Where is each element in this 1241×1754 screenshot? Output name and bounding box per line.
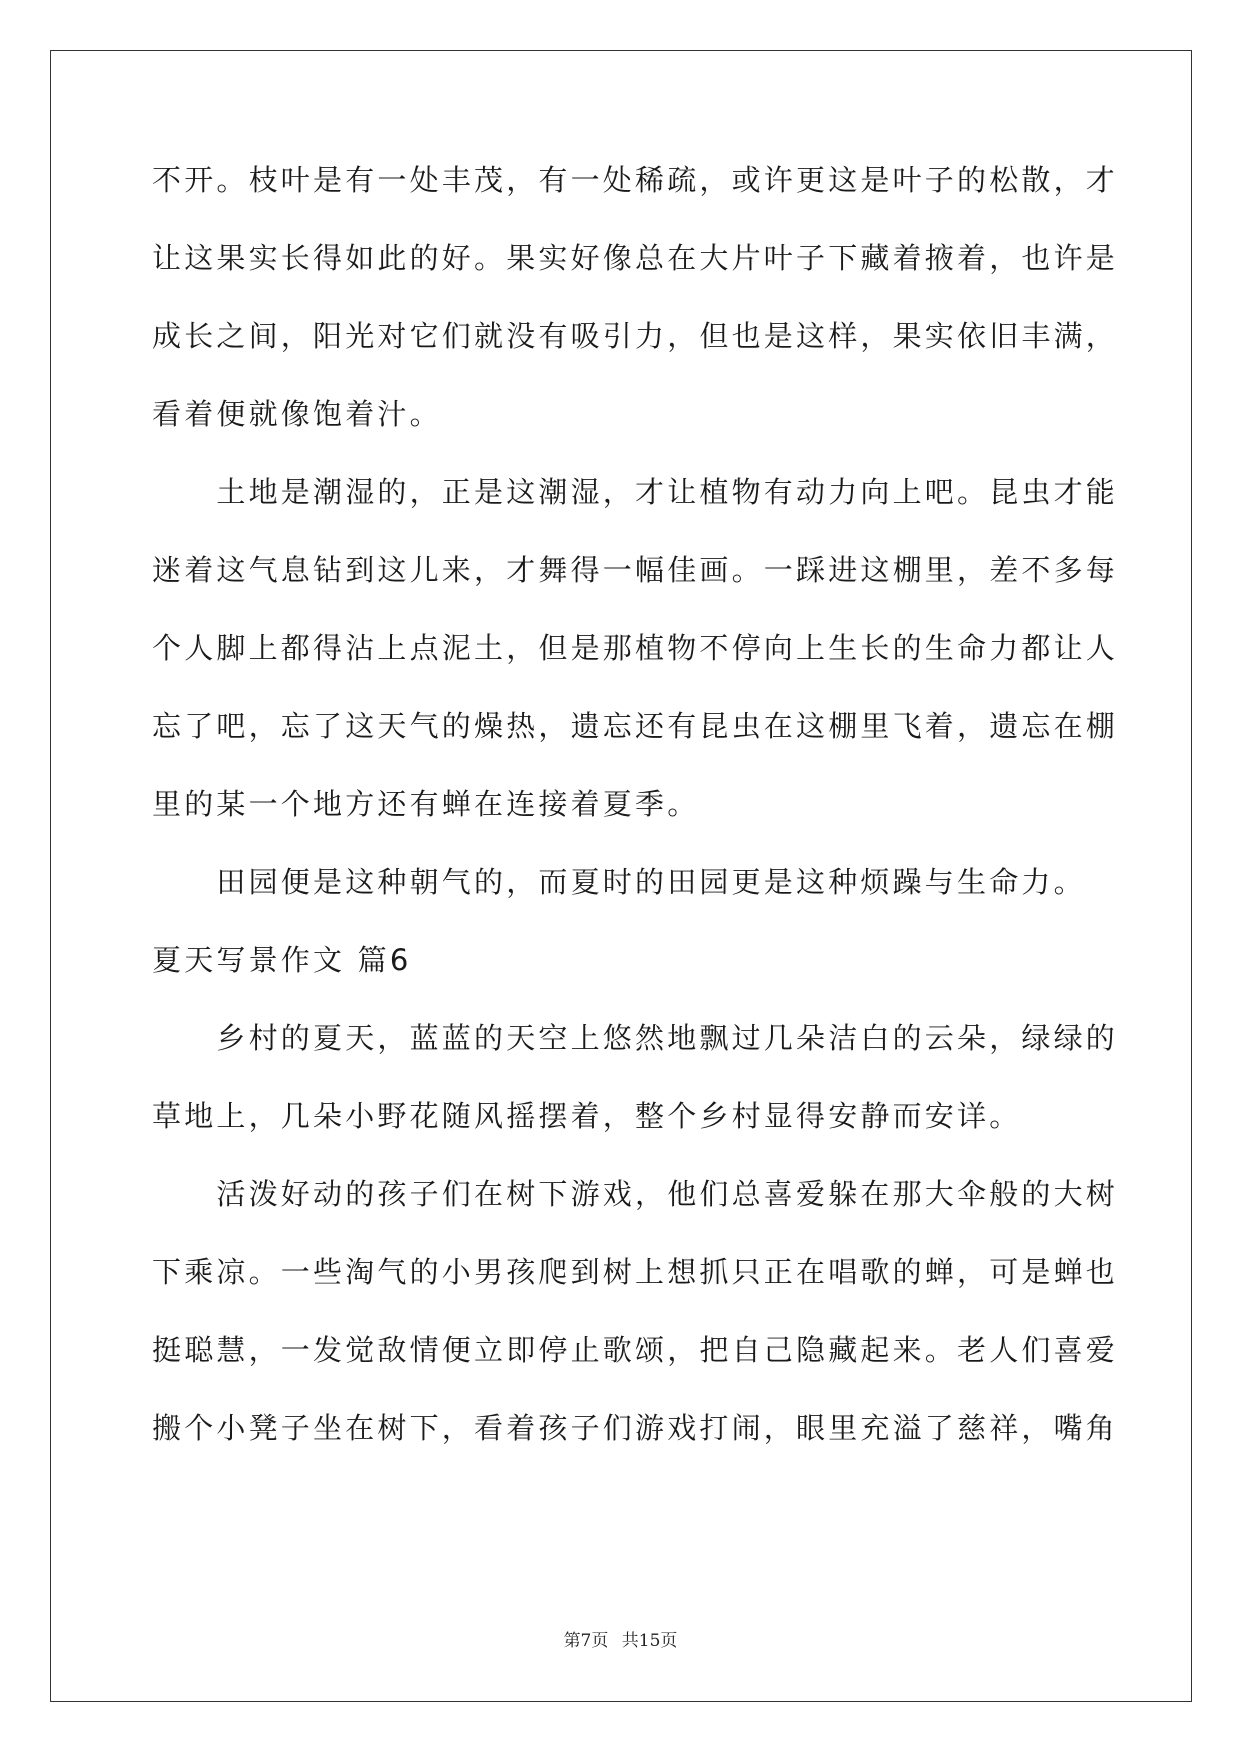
- text-line: 里的某一个地方还有蝉在连接着夏季。: [152, 787, 700, 821]
- text-line: 忘了吧，忘了这天气的燥热，遗忘还有昆虫在这棚里飞着，遗忘在棚: [152, 709, 1119, 743]
- text-line: 看着便就像饱着汁。: [152, 397, 442, 431]
- text-line: 下乘凉。一些淘气的小男孩爬到树上想抓只正在唱歌的蝉，可是蝉也: [152, 1255, 1119, 1289]
- page-number: 第7页: [563, 1631, 609, 1651]
- section-heading: 夏天写景作文 篇6: [152, 943, 412, 977]
- text-line: 迷着这气息钻到这儿来，才舞得一幅佳画。一踩进这棚里，差不多每: [152, 553, 1119, 587]
- text-line: 成长之间，阳光对它们就没有吸引力，但也是这样，果实依旧丰满，: [152, 319, 1119, 353]
- paragraph-start-line: 活泼好动的孩子们在树下游戏，他们总喜爱躲在那大伞般的大树: [152, 1177, 1119, 1211]
- text-line: 个人脚上都得沾上点泥土，但是那植物不停向上生长的生命力都让人: [152, 631, 1119, 665]
- text-line: 不开。枝叶是有一处丰茂，有一处稀疏，或许更这是叶子的松散，才: [152, 163, 1119, 197]
- text-line: 搬个小凳子坐在树下，看着孩子们游戏打闹，眼里充溢了慈祥，嘴角: [152, 1411, 1119, 1445]
- paragraph-start-line: 田园便是这种朝气的，而夏时的田园更是这种烦躁与生命力。: [152, 865, 1086, 899]
- page-total: 共15页: [621, 1631, 678, 1651]
- text-line: 让这果实长得如此的好。果实好像总在大片叶子下藏着掖着，也许是: [152, 241, 1119, 275]
- paragraph-start-line: 土地是潮湿的，正是这潮湿，才让植物有动力向上吧。昆虫才能: [152, 475, 1119, 509]
- text-line: 挺聪慧，一发觉敌情便立即停止歌颂，把自己隐藏起来。老人们喜爱: [152, 1333, 1119, 1367]
- page-footer: [0, 1626, 1241, 1651]
- paragraph-start-line: 乡村的夏天，蓝蓝的天空上悠然地飘过几朵洁白的云朵，绿绿的: [152, 1021, 1119, 1055]
- text-line: 草地上，几朵小野花随风摇摆着，整个乡村显得安静而安详。: [152, 1099, 1022, 1133]
